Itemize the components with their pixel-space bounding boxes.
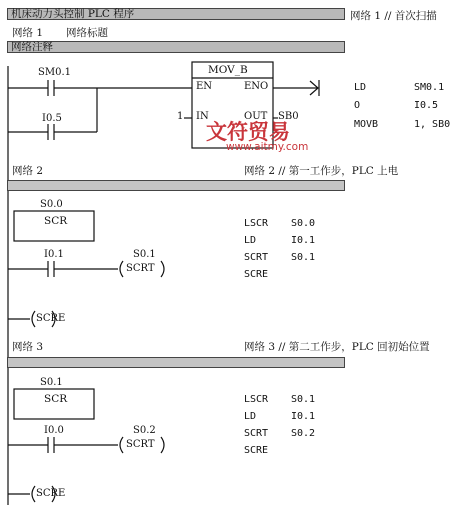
pin-eno: ENO <box>244 81 269 92</box>
scr-s01-label: SCR <box>44 393 68 405</box>
contact-i01-label: I0.1 <box>44 249 64 260</box>
scr-s00-label: SCR <box>44 215 68 227</box>
stl1-op-0: LD <box>354 82 367 93</box>
stl1-arg-1: I0.5 <box>414 100 439 111</box>
pin-en: EN <box>196 81 213 92</box>
stl2-op-2: SCRT <box>244 252 269 263</box>
coil-s02-addr: S0.2 <box>133 425 156 436</box>
network1-label: 网络 1 <box>12 27 44 39</box>
network3-label: 网络 3 <box>12 341 44 353</box>
scr-s00-addr: S0.0 <box>40 199 63 210</box>
pin-out-value: SB0 <box>278 111 299 122</box>
scr-s01-addr: S0.1 <box>40 377 63 388</box>
movb-title: MOV_B <box>208 64 248 76</box>
contact-i05-label: I0.5 <box>42 113 62 124</box>
network3-title-bar <box>7 357 345 368</box>
network2-title-bar <box>7 180 345 191</box>
stl3-arg-2: S0.2 <box>291 428 316 439</box>
watermark-brand: 文符贸易 <box>206 120 290 144</box>
stl2-arg-1: I0.1 <box>291 235 316 246</box>
network2-label: 网络 2 <box>12 165 44 177</box>
pin-in: IN <box>196 111 209 122</box>
stl1-arg-2: 1, SB0 <box>414 119 451 130</box>
stl2-op-0: LSCR <box>244 218 269 229</box>
coil-scrt-label-2: SCRT <box>126 439 155 450</box>
stl3-op-2: SCRT <box>244 428 269 439</box>
stl2-arg-0: S0.0 <box>291 218 316 229</box>
program-title: 机床动力头控制 PLC 程序 <box>11 8 135 20</box>
pin-in-value: 1 <box>177 111 184 122</box>
network1-comment-label: 网络注释 <box>11 41 53 53</box>
stl1-op-1: O <box>354 100 361 111</box>
network3-side-comment: 网络 3 // 第二工作步，PLC 回初始位置 <box>244 341 430 353</box>
pin-out: OUT <box>244 111 268 122</box>
stl2-arg-2: S0.1 <box>291 252 316 263</box>
coil-scrt-label: SCRT <box>126 263 155 274</box>
contact-i00-label: I0.0 <box>44 425 64 436</box>
network1-title-label: 网络标题 <box>66 27 108 39</box>
coil-scre-label: SCRE <box>36 313 66 324</box>
coil-s01-addr: S0.1 <box>133 249 156 260</box>
stl1-op-2: MOVB <box>354 119 379 130</box>
stl3-arg-1: I0.1 <box>291 411 316 422</box>
contact-sm01-label: SM0.1 <box>38 67 71 78</box>
network2-side-comment: 网络 2 // 第一工作步，PLC 上电 <box>244 165 399 177</box>
stl3-op-1: LD <box>244 411 257 422</box>
stl1-arg-0: SM0.1 <box>414 82 445 93</box>
watermark-url: www.aitmy.com <box>226 141 309 153</box>
program-title-bar <box>7 8 345 20</box>
coil-scre-label-2: SCRE <box>36 488 66 499</box>
network1-comment-bar <box>7 41 345 53</box>
stl3-op-0: LSCR <box>244 394 269 405</box>
network1-side-comment: 网络 1 // 首次扫描 <box>350 10 437 22</box>
stl3-op-3: SCRE <box>244 445 269 456</box>
stl2-op-3: SCRE <box>244 269 269 280</box>
stl2-op-1: LD <box>244 235 257 246</box>
stl3-arg-0: S0.1 <box>291 394 316 405</box>
